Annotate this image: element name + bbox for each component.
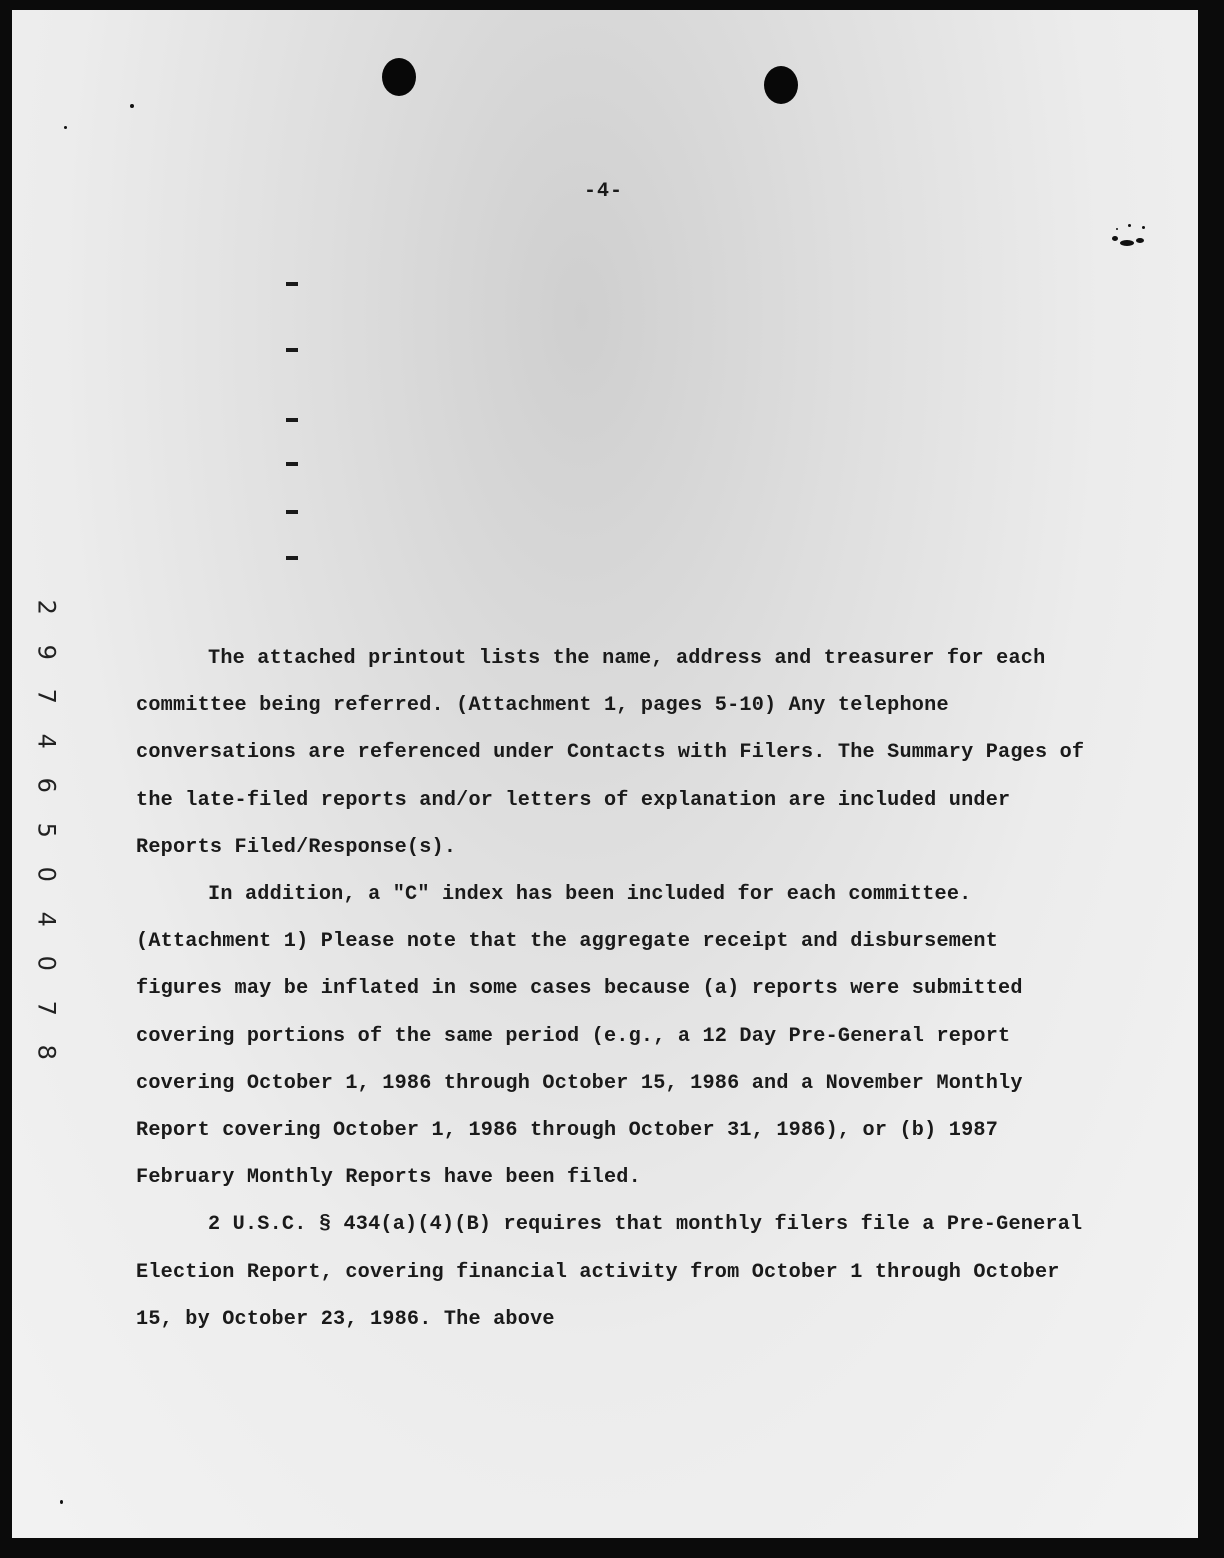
scan-speck-cluster xyxy=(1110,222,1150,248)
margin-digit: 7 xyxy=(32,1000,61,1016)
page-number: -4- xyxy=(584,180,624,203)
margin-dash xyxy=(286,348,298,352)
margin-dash xyxy=(286,462,298,466)
paragraph-1: The attached printout lists the name, address and treasurer for each committee being referred. (Attachment 1, pages 5-10) Any telephone conversations are referenced under Contacts with Filers. The Summary Pages of the late-filed reports and/or letters of explanation are included under Reports Filed/Response(s). xyxy=(136,647,1085,859)
margin-digit: 0 xyxy=(32,866,61,882)
paragraph-3: 2 U.S.C. § 434(a)(4)(B) requires that monthly filers file a Pre-General Election Report, covering financial activity from October 1 through October 15, by October 23, 1986. The above xyxy=(136,1213,1083,1331)
margin-digit: 4 xyxy=(32,733,61,749)
margin-digit: 4 xyxy=(32,911,61,927)
margin-digit: 8 xyxy=(32,1044,61,1060)
margin-dash xyxy=(286,418,298,422)
margin-dash xyxy=(286,510,298,514)
margin-document-number xyxy=(26,585,66,1060)
margin-dash xyxy=(286,282,298,286)
scan-speck xyxy=(60,1500,63,1504)
margin-digit: 5 xyxy=(32,822,61,838)
punch-hole-right xyxy=(764,66,798,104)
scan-speck xyxy=(130,104,134,108)
margin-digit: 0 xyxy=(32,955,61,971)
punch-hole-left xyxy=(382,58,416,96)
document-page xyxy=(12,10,1198,1538)
letter-body xyxy=(136,635,1096,1343)
margin-digit: 7 xyxy=(32,688,61,704)
margin-digit: 2 xyxy=(32,599,61,615)
margin-digit: 9 xyxy=(32,644,61,660)
scan-speck xyxy=(64,126,67,129)
margin-dash xyxy=(286,556,298,560)
margin-digit: 6 xyxy=(32,777,61,793)
paragraph-2: In addition, a "C" index has been included for each committee. (Attachment 1) Please note that the aggregate receipt and disbursement figures may be inflated in some cases because (a) reports were submitted covering portions of the same period (e.g., a 12 Day Pre-General report covering October 1, 1986 through October 15, 1986 and a November Monthly Report covering October 1, 1986 through October 31, 1986), or (b) 1987 February Monthly Reports have been filed. xyxy=(136,883,1023,1190)
